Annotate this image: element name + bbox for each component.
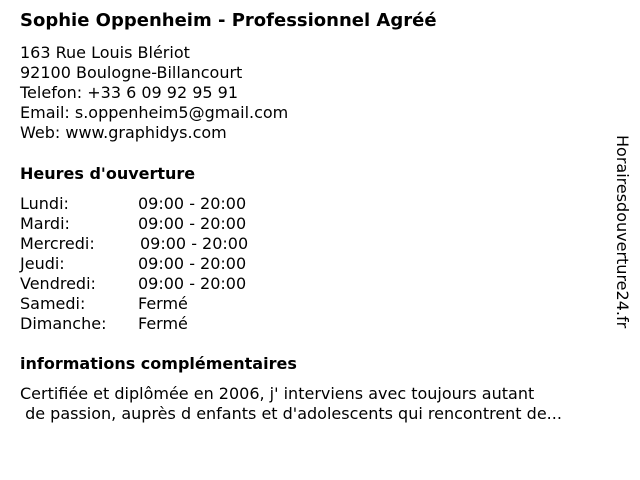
address-line-1: 163 Rue Louis Blériot — [20, 43, 190, 62]
hours-value: 09:00 - 20:00 — [138, 254, 247, 273]
hours-value: Fermé — [138, 294, 188, 313]
info-heading: informations complémentaires — [20, 354, 297, 373]
page-title: Sophie Oppenheim - Professionnel Agréé — [20, 10, 437, 31]
phone-line: Telefon: +33 6 09 92 95 91 — [20, 83, 239, 102]
info-line-1: Certifiée et diplômée en 2006, j' interviens avec toujours autant — [20, 384, 535, 403]
hours-value: 09:00 - 20:00 — [138, 274, 247, 293]
day-label: Samedi: — [20, 294, 86, 313]
info-description — [20, 384, 620, 424]
day-label: Jeudi: — [20, 254, 65, 273]
hours-heading: Heures d'ouverture — [20, 164, 196, 183]
hours-value: Fermé — [138, 314, 188, 333]
day-label: Dimanche: — [20, 314, 107, 333]
day-label: Vendredi: — [20, 274, 96, 293]
hours-value: 09:00 - 20:00 — [138, 194, 247, 213]
day-label: Lundi: — [20, 194, 69, 213]
day-label: Mercredi: — [20, 234, 95, 253]
email-line: Email: s.oppenheim5@gmail.com — [20, 103, 289, 122]
contact-block — [20, 43, 288, 143]
info-line-2: de passion, auprès d enfants et d'adolescents qui rencontrent de... — [20, 404, 562, 423]
hours-value: 09:00 - 20:00 — [138, 214, 247, 233]
address-line-2: 92100 Boulogne-Billancourt — [20, 63, 243, 82]
site-watermark: Horairesdouverture24.fr — [613, 135, 632, 329]
hours-value: 09:00 - 20:00 — [140, 234, 249, 253]
web-line: Web: www.graphidys.com — [20, 123, 227, 142]
day-label: Mardi: — [20, 214, 70, 233]
